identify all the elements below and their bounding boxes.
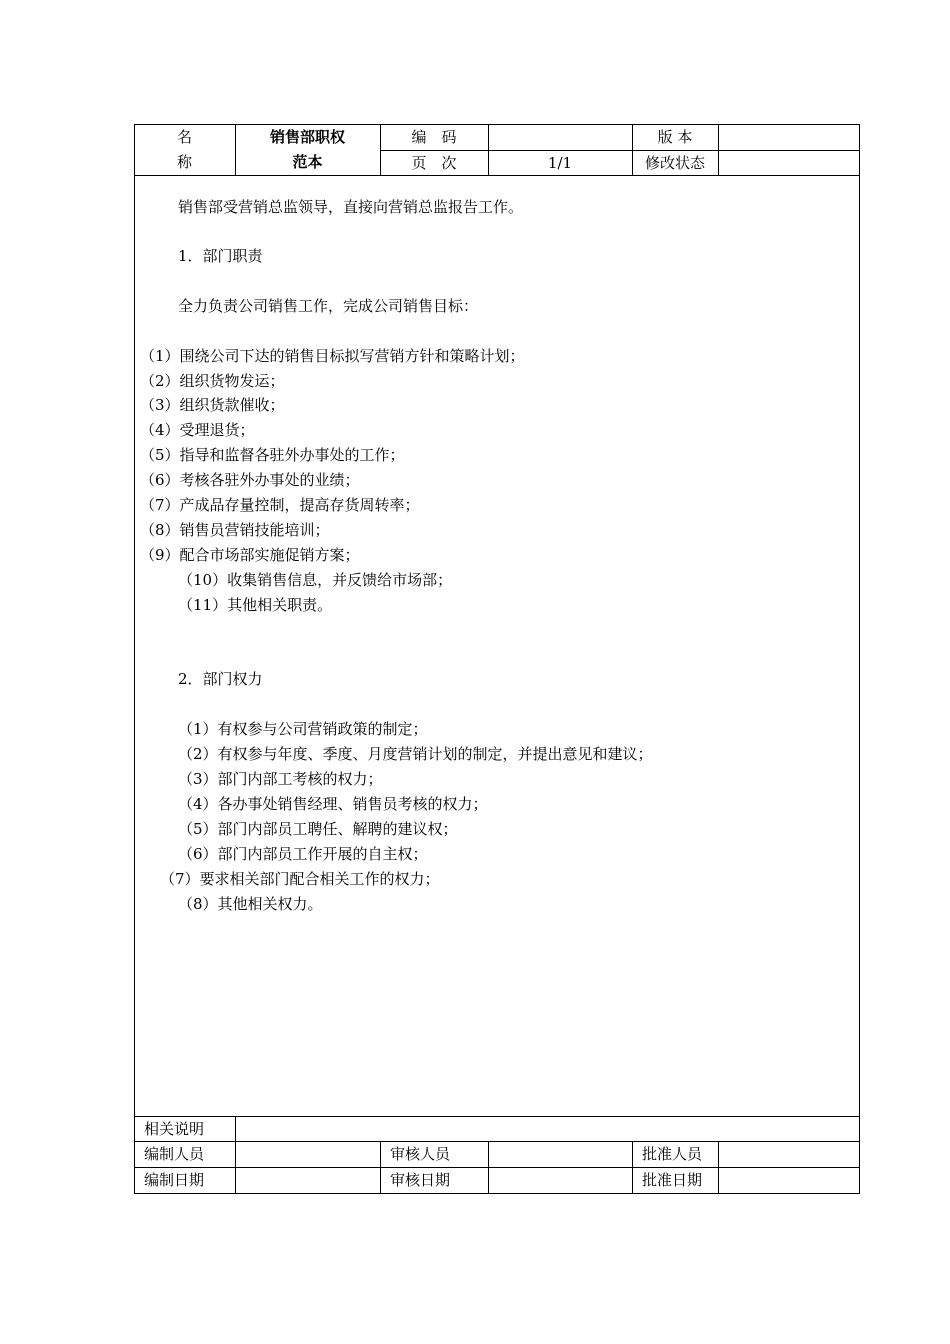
- prepared-by-label: 编制人员: [144, 1145, 205, 1163]
- reviewed-date-value: [488, 1168, 632, 1193]
- intro-text: 销售部受营销总监领导，直接向营销总监报告工作。: [178, 198, 524, 216]
- power-item: （5）部门内部员工聘任、解聘的建议权；: [178, 820, 458, 838]
- version-value: [718, 125, 860, 150]
- section1-title: 1．部门职责: [178, 247, 263, 265]
- revision-value: [718, 151, 860, 175]
- name-label-line1: 名: [176, 127, 192, 146]
- reviewed-by-label: 审核人员: [390, 1145, 451, 1163]
- code-value: [488, 125, 632, 150]
- power-item: （6）部门内部员工作开展的自主权；: [178, 845, 428, 863]
- power-item: （7）要求相关部门配合相关工作的权力；: [160, 870, 440, 888]
- duty-item: （3）组织货款催收；: [140, 396, 285, 414]
- page-label: 页 次: [411, 153, 457, 172]
- power-item: （3）部门内部工考核的权力；: [178, 770, 383, 788]
- name-label-line2: 称: [176, 152, 192, 171]
- approved-by-label: 批准人员: [642, 1145, 703, 1163]
- duty-item: （8）销售员营销技能培训；: [140, 521, 330, 539]
- document-title-line1: 销售部职权: [269, 127, 345, 146]
- version-label: 版 本: [657, 128, 693, 146]
- approved-date-value: [718, 1168, 860, 1193]
- duty-item: （1）围绕公司下达的销售目标拟写营销方针和策略计划；: [140, 347, 525, 365]
- duty-item: （2）组织货物发运；: [140, 372, 285, 390]
- duty-item: （7）产成品存量控制，提高存货周转率；: [140, 496, 420, 514]
- reviewed-by-value: [488, 1142, 632, 1167]
- duty-item: （10）收集销售信息，并反馈给市场部；: [178, 571, 453, 589]
- header-bottom-border: [134, 175, 860, 176]
- power-item: （4）各办事处销售经理、销售员考核的权力；: [178, 795, 488, 813]
- reviewed-date-label: 审核日期: [390, 1171, 451, 1189]
- revision-label: 修改状态: [644, 153, 705, 172]
- prepared-date-label: 编制日期: [144, 1171, 205, 1189]
- power-item: （2）有权参与年度、季度、月度营销计划的制定，并提出意见和建议；: [178, 745, 653, 763]
- duty-item: （6）考核各驻外办事处的业绩；: [140, 471, 360, 489]
- duty-item: （5）指导和监督各驻外办事处的工作；: [140, 446, 405, 464]
- duty-item: （4）受理退货；: [140, 421, 255, 439]
- notes-label: 相关说明: [144, 1119, 205, 1138]
- section1-lead: 全力负责公司销售工作，完成公司销售目标：: [178, 297, 479, 315]
- document-form: [134, 124, 860, 1194]
- page-value: 1/1: [547, 153, 573, 172]
- duty-item: （9）配合市场部实施促销方案；: [140, 546, 360, 564]
- prepared-date-value: [235, 1168, 380, 1193]
- code-label: 编 码: [411, 128, 457, 146]
- power-item: （8）其他相关权力。: [178, 895, 323, 913]
- power-item: （1）有权参与公司营销政策的制定；: [178, 720, 428, 738]
- approved-by-value: [718, 1142, 860, 1167]
- notes-value: [235, 1117, 860, 1141]
- duty-item: （11）其他相关职责。: [178, 596, 333, 614]
- document-title-line2: 范本: [292, 152, 323, 171]
- prepared-by-value: [235, 1142, 380, 1167]
- section2-title: 2．部门权力: [178, 670, 263, 688]
- approved-date-label: 批准日期: [642, 1171, 703, 1189]
